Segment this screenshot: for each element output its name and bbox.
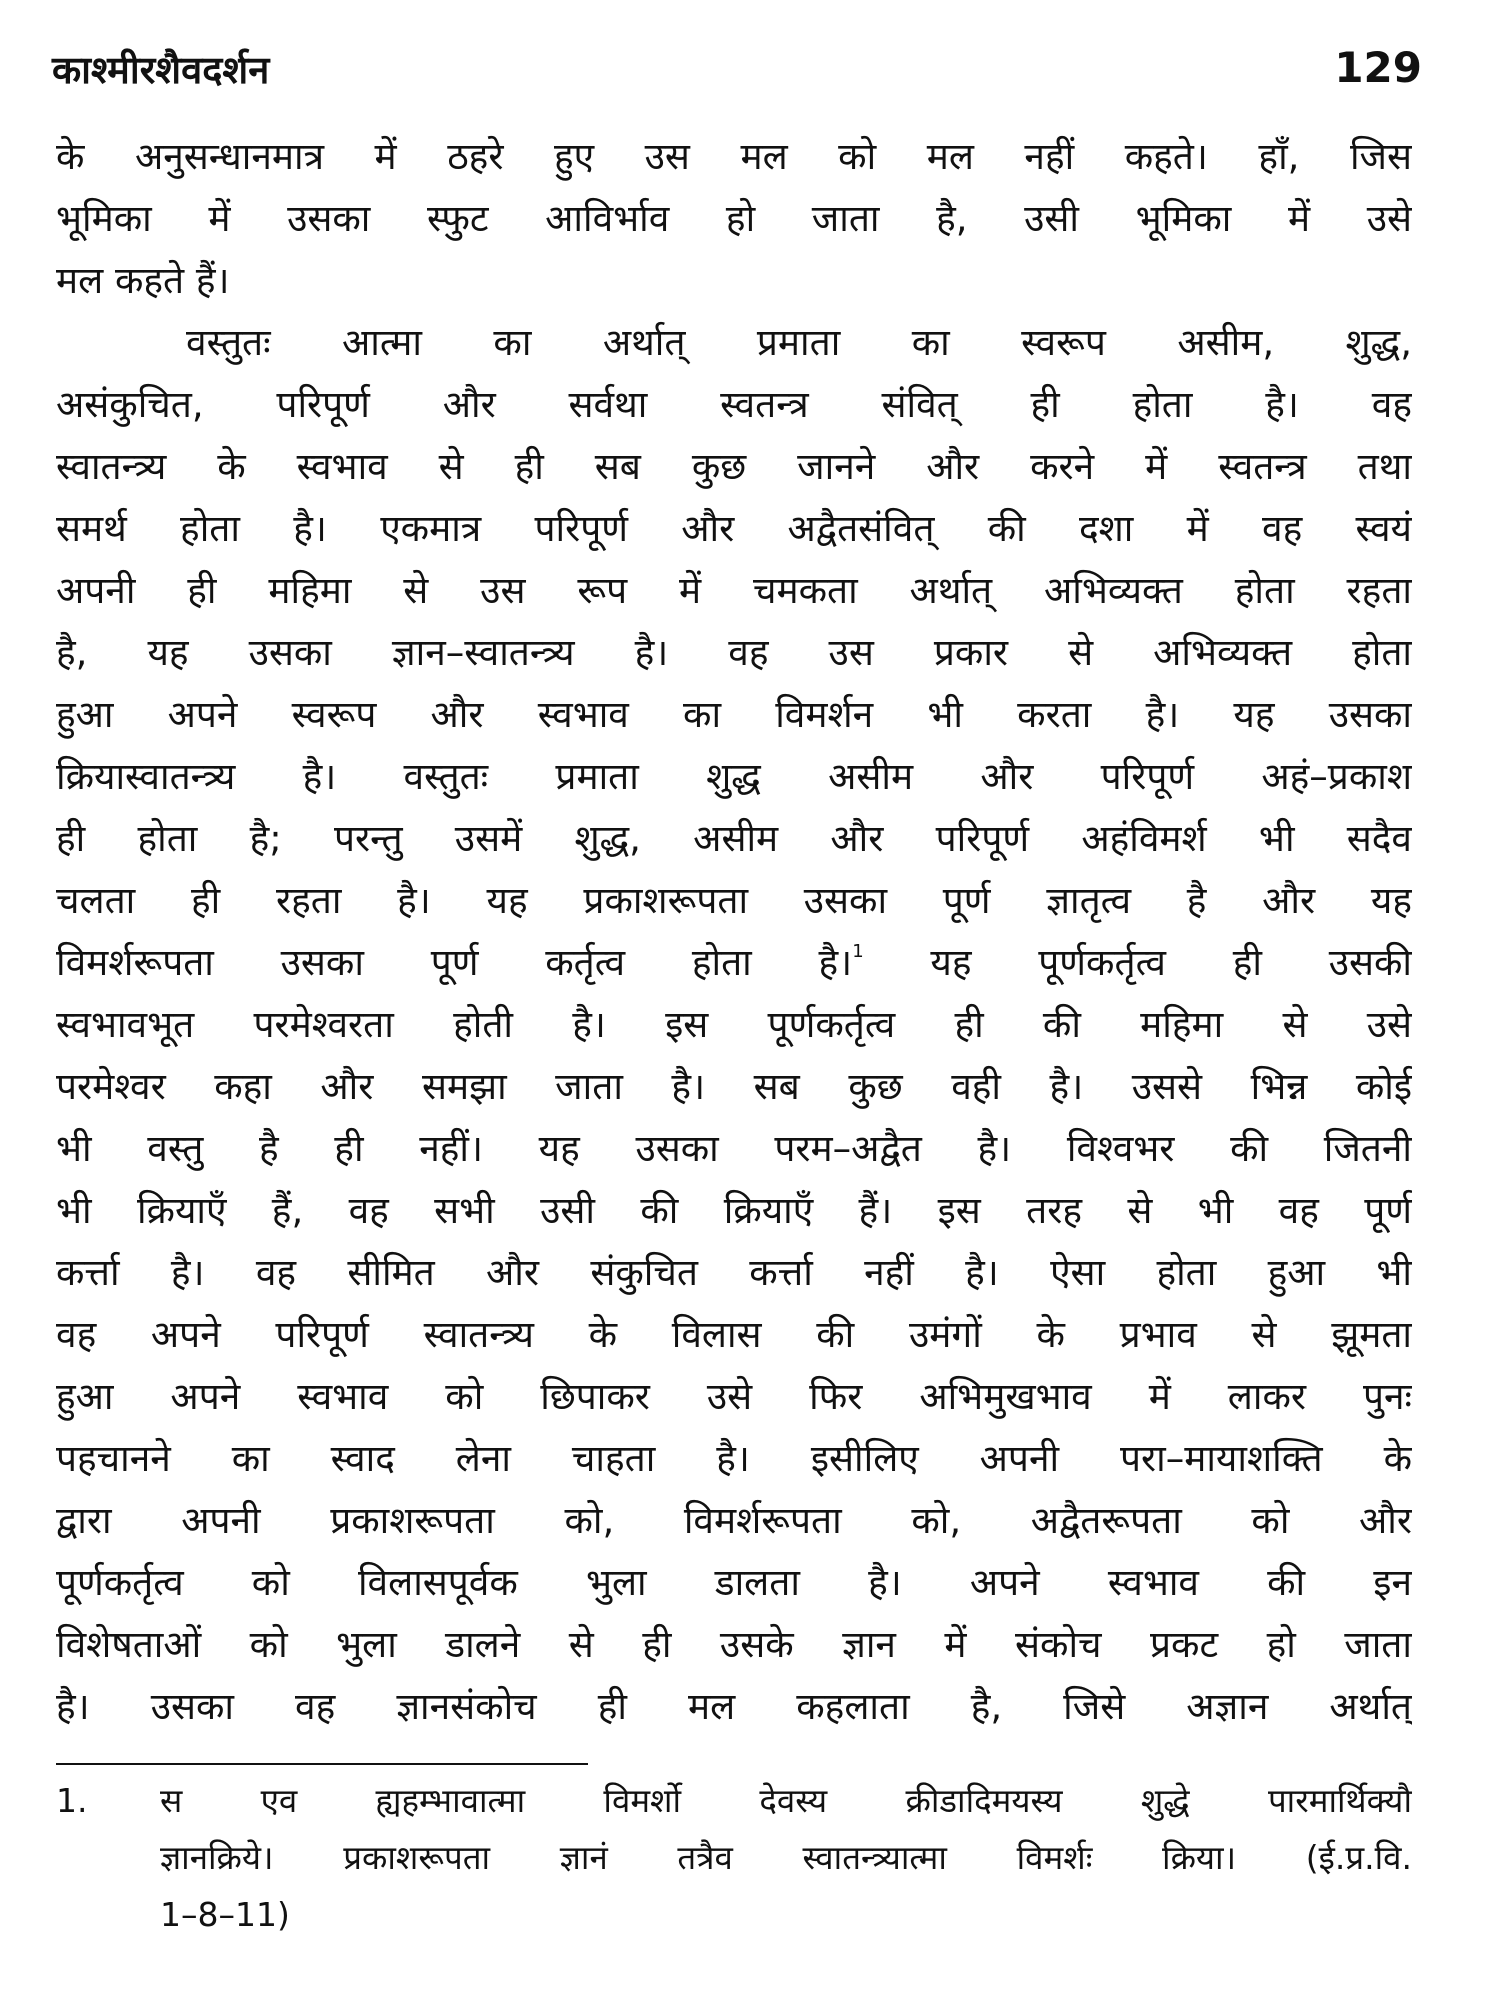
text-line: समर्थ होता है। एकमात्र परिपूर्ण और अद्वैतसंवित् की दशा में वह स्वयं: [56, 507, 1412, 550]
text-line: है। उसका वह ज्ञानसंकोच ही मल कहलाता है, जिसे अज्ञान अर्थात्: [56, 1685, 1412, 1728]
paragraph-first-line: वस्तुतः आत्मा का अर्थात् प्रमाता का स्वरूप असीम, शुद्ध,: [186, 321, 1412, 364]
text-line: चलता ही रहता है। यह प्रकाशरूपता उसका पूर्ण ज्ञातृत्व है और यह: [56, 879, 1412, 922]
text-line: भी वस्तु है ही नहीं। यह उसका परम–अद्वैत है। विश्वभर की जितनी: [56, 1127, 1412, 1170]
footnote-line: 1–8–11): [160, 1895, 290, 1934]
footnote-divider: [56, 1763, 588, 1765]
text-line: अपनी ही महिमा से उस रूप में चमकता अर्थात् अभिव्यक्त होता रहता: [56, 569, 1412, 612]
text-line: है, यह उसका ज्ञान–स्वातन्त्र्य है। वह उस प्रकार से अभिव्यक्त होता: [56, 631, 1412, 674]
text-line: ही होता है; परन्तु उसमें शुद्ध, असीम और परिपूर्ण अहंविमर्श भी सदैव: [56, 817, 1412, 860]
footnote-reference: 1: [852, 941, 864, 962]
text-line: हुआ अपने स्वभाव को छिपाकर उसे फिर अभिमुखभाव में लाकर पुनः: [56, 1375, 1412, 1418]
body-text: [56, 126, 1412, 1738]
text-line: पहचानने का स्वाद लेना चाहता है। इसीलिए अपनी परा–मायाशक्ति के: [56, 1437, 1412, 1480]
text-segment: विमर्शरूपता उसका पूर्ण कर्तृत्व होता है।: [56, 941, 853, 984]
text-line: के अनुसन्धानमात्र में ठहरे हुए उस मल को मल नहीं कहते। हाँ, जिस: [56, 135, 1412, 178]
running-title: काश्मीरशैवदर्शन: [52, 48, 270, 92]
text-line: स्वातन्त्र्य के स्वभाव से ही सब कुछ जानने और करने में स्वतन्त्र तथा: [56, 445, 1412, 488]
page-header: [52, 38, 1422, 108]
text-line-with-footnote: [56, 932, 1412, 994]
text-segment: यह पूर्णकर्तृत्व ही उसकी: [930, 941, 1412, 984]
text-line: द्वारा अपनी प्रकाशरूपता को, विमर्शरूपता को, अद्वैतरूपता को और: [56, 1499, 1412, 1542]
text-line: असंकुचित, परिपूर्ण और सर्वथा स्वतन्त्र संवित् ही होता है। वह: [56, 383, 1412, 426]
footnote-marker: 1.: [56, 1781, 88, 1820]
text-line: स्वभावभूत परमेश्वरता होती है। इस पूर्णकर्तृत्व ही की महिमा से उसे: [56, 1003, 1412, 1046]
footnote-line: स एव ह्यहम्भावात्मा विमर्शो देवस्य क्रीडादिमयस्य शुद्धे पारमार्थिक्यौ: [160, 1781, 1412, 1820]
text-line: हुआ अपने स्वरूप और स्वभाव का विमर्शन भी करता है। यह उसका: [56, 693, 1412, 736]
text-line: विशेषताओं को भुला डालने से ही उसके ज्ञान में संकोच प्रकट हो जाता: [56, 1623, 1412, 1666]
text-line: पूर्णकर्तृत्व को विलासपूर्वक भुला डालता है। अपने स्वभाव की इन: [56, 1561, 1412, 1604]
footnote-line: ज्ञानक्रिये। प्रकाशरूपता ज्ञानं तत्रैव स्वातन्त्र्यात्मा विमर्शः क्रिया। (ई.प्र.वि.: [160, 1838, 1412, 1877]
text-line: मल कहते हैं।: [56, 259, 230, 302]
text-line: क्रियास्वातन्त्र्य है। वस्तुतः प्रमाता शुद्ध असीम और परिपूर्ण अहं–प्रकाश: [56, 755, 1412, 798]
footnote-text: [160, 1772, 1412, 1943]
text-line: कर्त्ता है। वह सीमित और संकुचित कर्त्ता नहीं है। ऐसा होता हुआ भी: [56, 1251, 1412, 1294]
text-line: भी क्रियाएँ हैं, वह सभी उसी की क्रियाएँ हैं। इस तरह से भी वह पूर्ण: [56, 1189, 1412, 1232]
text-line: वह अपने परिपूर्ण स्वातन्त्र्य के विलास की उमंगों के प्रभाव से झूमता: [56, 1313, 1412, 1356]
text-line: भूमिका में उसका स्फुट आविर्भाव हो जाता है, उसी भूमिका में उसे: [56, 197, 1412, 240]
page-number: 129: [1334, 43, 1422, 92]
text-line: परमेश्वर कहा और समझा जाता है। सब कुछ वही है। उससे भिन्न कोई: [56, 1065, 1412, 1108]
